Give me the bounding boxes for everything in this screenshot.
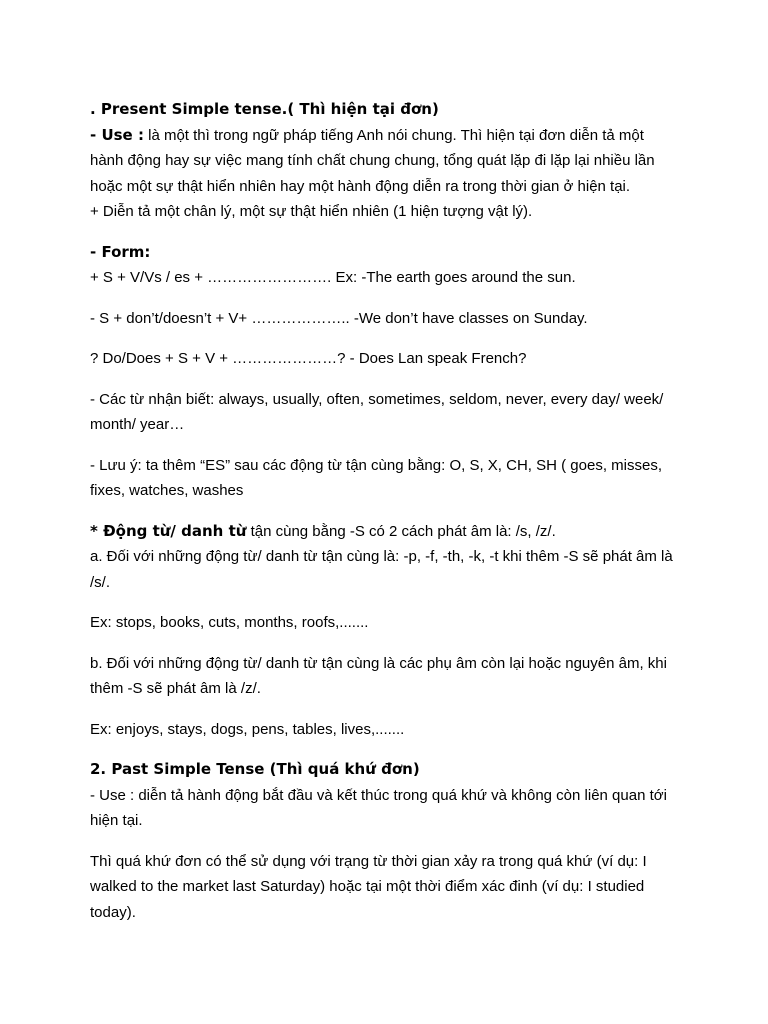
section2-use: - Use : diễn tả hành động bắt đầu và kết thúc trong quá khứ và không còn liên quan tới hiện tại. [90, 786, 667, 829]
document-page [90, 97, 680, 925]
section2-usage: Thì quá khứ đơn có thể sử dụng với trạng từ thời gian xảy ra trong quá khứ (ví dụ: I walked to the market last Saturday) hoặc tại một thời điểm xác đinh (ví dụ: I studied today). [90, 852, 647, 921]
use-label: - Use : [90, 125, 144, 144]
verbs-text: tận cùng bằng -S có 2 cách phát âm là: /s, /z/. [246, 522, 556, 540]
form-positive: + S + V/Vs / es + ……………………. Ex: -The earth goes around the sun. [90, 269, 576, 286]
rule-a: a. Đối với những động từ/ danh từ tận cùng là: -p, -f, -th, -k, -t khi thêm -S sẽ phát âm là /s/. [90, 548, 673, 591]
example-a: Ex: stops, books, cuts, months, roofs,....... [90, 614, 369, 631]
use-note: + Diễn tả một chân lý, một sự thật hiển nhiên (1 hiện tượng vật lý). [90, 203, 533, 220]
section2-title: 2. Past Simple Tense (Thì quá khứ đơn) [90, 760, 420, 778]
verbs-rule [90, 519, 680, 545]
section1-title: . Present Simple tense.( Thì hiện tại đơn) [90, 100, 439, 118]
form-negative: - S + don’t/doesn’t + V+ ……………….. -We don’t have classes on Sunday. [90, 309, 588, 327]
rule-b: b. Đối với những động từ/ danh từ tận cùng là các phụ âm còn lại hoặc nguyên âm, khi thêm -S sẽ phát âm là /z/. [90, 654, 667, 697]
form-label: - Form: [90, 242, 151, 261]
signal-words: - Các từ nhận biết: always, usually, often, sometimes, seldom, never, every day/ week/ month/ year… [90, 390, 664, 433]
example-b: Ex: enjoys, stays, dogs, pens, tables, lives,....... [90, 720, 405, 738]
section1-use [90, 123, 680, 200]
use-text: là một thì trong ngữ pháp tiếng Anh nói chung. Thì hiện tại đơn diễn tả một hành động hay sự việc mang tính chất chung chung, tổng quát lặp đi lặp lại nhiều lần hoặc một sự thật hiển nhiên hay một hành động diễn ra trong thời gian ở hiện tại. [90, 126, 655, 195]
es-note: - Lưu ý: ta thêm “ES” sau các động từ tận cùng bằng: O, S, X, CH, SH ( goes, misses, fixes, watches, washes [90, 456, 662, 499]
form-question: ? Do/Does + S + V + …………………? - Does Lan speak French? [90, 350, 527, 367]
verbs-label: * Động từ/ danh từ [90, 521, 247, 540]
